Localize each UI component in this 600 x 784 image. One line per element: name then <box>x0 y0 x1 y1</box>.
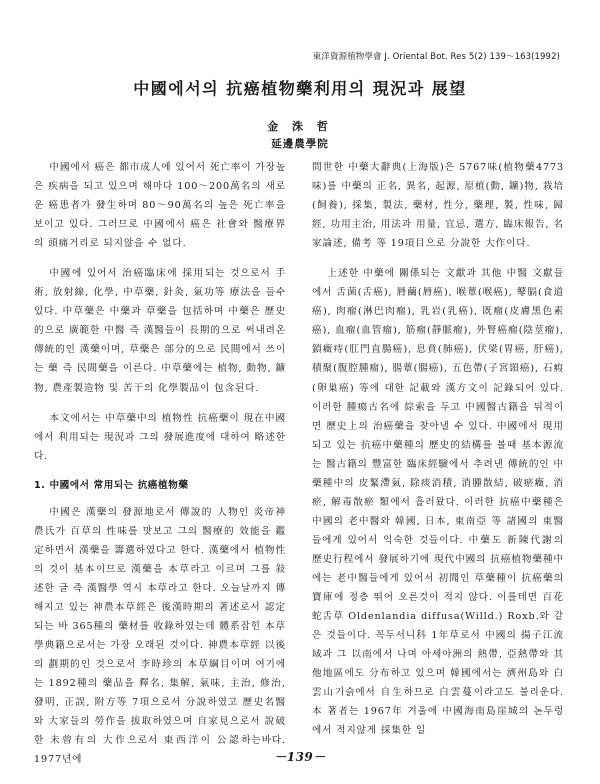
paragraph: 本文에서는 中草藥中의 植物性 抗癌藥이 現在中國에서 利用되는 現況과 그의 發展進度에 대하여 略述한다. <box>34 412 286 462</box>
author-affiliation: 延邊農學院 <box>271 138 329 150</box>
author-name: 金 洙 哲 <box>267 120 333 133</box>
journal-citation: 東洋資源植物學會 J. Oriental Bot. Res 5(2) 139～163(1992) <box>312 52 560 62</box>
paragraph: 中國은 漢藥의 發源地로서 傳說的 人物인 炎帝神農氏가 百草의 性味를 맛보고 그의 醫療的 效能을 鑑定하면서 漢藥을 籌選하였다고 한다. 漢藥에서 植物性의 것이 基本이므로 漢藥을 本草라고 이르며 그를 敍述한 글 즉 漢醫學 역시 本草라고 한다. 오늘날까지 傳해지고 있는 神農本草經은 後漢時期의 著述로서 認定되는 바 365種의 藥材를 收錄하였는데 體系잡힌 本草學典籍으로서는 가장 오래된 것이다. 神農本草經 以後의 劃期的인 것으로서 李時珍의 本草綱目이며 여기에는 1892種의 藥品을 釋名, 集解, 氣味, 主治, 修治, 發明, 正誤, 附方等 7項으로서 分說하였고 歷史名醫와 大家들의 勞作을 拔取하였으며 自家見으로서 說破한 未曾有의 大作으로서 東西洋이 公認하는바다. 1977년에 <box>34 506 286 766</box>
paragraph: 中國에서 癌은 都市成人에 있어서 死亡率이 가장높은 疾病을 되고 있으며 해마다 100～200萬名의 새로운 癌患者가 發生하며 80～90萬名의 높은 死亡率을 보이고 있다. 그러므로 中國에서 癌은 社會와 醫療界의 頭痛거리로 되지않을 수 없다. <box>34 162 286 250</box>
article-title: 中國에서의 抗癌植物藥利用의 現況과 展望 <box>133 79 467 98</box>
page-number: －139－ <box>274 750 326 764</box>
right-column <box>312 158 564 740</box>
section-heading: 1. 中國에서 常用되는 抗癌植物藥 <box>34 479 189 491</box>
paragraph: 問世한 中藥大辭典(上海版)은 5767味(植物藥4773味)를 中藥의 正名, 異名, 起源, 原植(動, 鑛)物, 栽培(飼養), 採集, 製法, 藥材, 性分, 藥理, 製, 性味, 歸經, 功用主治, 用法과 用量, 宜忌, 選方, 臨床報告, 名家論述, 備考 等 19項目으로 分說한 大作이다. <box>312 162 564 250</box>
left-column <box>34 158 286 769</box>
paragraph: 上述한 中藥에 關係되는 文獻과 其他 中醫 文獻들에서 舌菌(舌癌), 脣繭(脣癌), 喉蕈(喉癌), 鼕膈(食道癌), 肉瘤(淋巴肉瘤), 乳岩(乳癌), 既瘤(皮膚黑色素癌), 血瘤(血管瘤), 筋瘤(靜脈瘤), 外腎癌瘤(陰莖瘤), 鎖癥痔(肛門直腸癌), 息賁(肺癌), 伏梁(胃癌, 肝癌), 積聚(腹腔腫瘤), 腸蕈(腸癌), 五色帶(子宮頸癌), 石瘕(卵巢癌) 等에 대한 記載와 漢方文이 記錄되어 있다. 이러한 腫瘍古名에 綜索을 두고 中國醫古籍을 뒤적이면 歷史上의 治癌藥을 찾아낼 수 있다. 中國에서 現用되고 있는 抗癌中藥種의 歷史的結構를 볼때 基本源流는 醫古籍의 豐富한 臨床經驗에서 추려낸 傳統的인 中藥種中의 皮緊滯氣, 除痰消積, 消腫散結, 破瘀癥, 消瘀, 解毒散瘀 類에서 흘러왔다. 이러한 抗癌中藥種은 中國의 老中醫와 韓國, 日本, 東南亞 等 諸國의 東醫들에게 있어서 익숙한 것들이다. 中藥도 新陳代謝의 歷史行程에서 發展하기에 現代中國의 抗癌植物藥種中에는 老中醫들에게 있어서 初聞인 草藥種이 抗癌藥의 寶庫에 정층 뛰어 오른것이 적지 않다. 이를테면 百花蛇舌草 Oldenlandia diffusa(Willd.) Roxb.와 같은 것들이다. 꼭두서니科 1年草로서 中國의 揚子江流域과 그 以南에서 나며 아세아洲의 熱帶, 亞熱帶와 其他地區에도 分布하고 있으며 韓國에서는 濟州島와 白雲山기슭에서 自生하므로 白雲蔓이라고도 불리운다. 本 著者는 1967年 겨울에 中國海南島崖城의 논두렁에서 적지않게 採集한 일 <box>312 268 564 737</box>
paragraph: 中國에 있어서 治癌臨床에 採用되는 것으로서 手術, 放射線, 化學, 中草藥, 針灸, 氣功等 療法을 들수 있다. 中草藥은 中藥과 草藥을 包括하며 中藥은 歷史的으로 廣範한 中醫 즉 漢醫들이 長期的으로 써내려온 傳統的인 漢藥이며, 草藥은 部分的으로 民間에서 쓰이는 藥 즉 民間藥을 이른다. 中草藥에는 植物, 動物, 鑛物, 農產製造物 및 苦干의 化學製品이 包含된다. <box>34 268 286 394</box>
